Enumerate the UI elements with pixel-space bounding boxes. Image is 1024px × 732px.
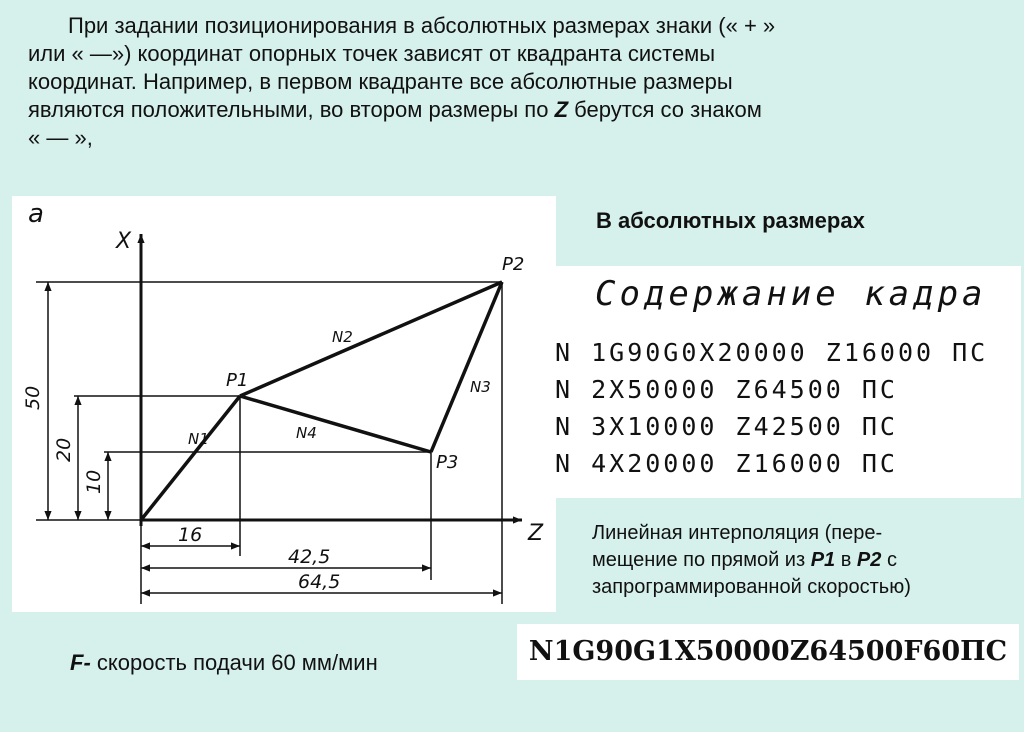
segment-n3-label: N3 [470,378,491,396]
panel-label: а [28,199,44,229]
point-p2-label: P2 [502,254,525,275]
intro-line-3: координат. Например, в первом квадранте все абсолютные размеры [28,69,733,94]
diagram-svg [12,196,556,612]
intro-line-1: При задании позиционирования в абсолютных размерах знаки (« + » [68,13,776,38]
intro-line-2: или « —») координат опорных точек зависят от квадранта системы [28,41,716,66]
linear-line-2-mid: в [835,549,857,571]
point-p1-mention: P1 [810,549,836,571]
dim-x50-label: 50 [22,385,44,410]
feed-symbol: F- [70,650,91,675]
coordinate-diagram [12,196,556,612]
program-line: N 1G90G0X20000 Z16000 ПС [555,338,989,367]
dim-x10-label: 10 [83,469,105,494]
program-line: N 4X20000 Z16000 ПС [555,449,898,478]
linear-line-2-end: с [881,549,897,571]
linear-line-1: Линейная интерполяция (пере- [592,522,883,544]
intro-line-4-start: являются положительными, во втором размеры по [28,97,555,122]
segment-n4 [240,396,431,452]
program-block-code: N1G90G1X50000Z64500F60ПС [517,624,1019,680]
program-heading: Содержание кадра [595,274,987,314]
feed-text: скорость подачи 60 мм/мин [90,650,378,675]
z-axis-label: Z [528,521,544,546]
point-p2-mention: P2 [856,549,882,571]
dim-x20-label: 20 [53,437,75,462]
dim-z64-label: 64,5 [298,571,341,593]
linear-line-2 [592,547,1012,574]
linear-line-2-start: мещение по прямой из [592,549,811,571]
segment-n1 [141,396,240,520]
linear-interpolation-note [592,520,1012,601]
x-axis-label: X [116,229,132,254]
program-line: N 3X10000 Z42500 ПС [555,412,898,441]
intro-line-4-end: берутся со знаком [568,97,762,122]
point-p1-label: P1 [226,370,249,391]
program-block-table [541,266,1021,498]
z-axis-mention: Z [554,97,569,122]
intro-line-4 [28,96,988,124]
intro-paragraph [28,12,988,152]
program-line: N 2X50000 Z64500 ПС [555,375,898,404]
intro-line-5: « — », [28,125,93,150]
dim-z16-label: 16 [178,524,203,546]
segment-n2-label: N2 [332,328,353,346]
segment-n1-label: N1 [188,430,209,448]
linear-line-3: запрограммированной скоростью) [592,576,911,598]
dim-z42-label: 42,5 [288,546,331,568]
absolute-dimensions-title: В абсолютных размерах [596,208,865,233]
feed-rate-note [70,650,378,676]
point-p3-label: P3 [436,452,459,473]
segment-n4-label: N4 [296,424,317,442]
